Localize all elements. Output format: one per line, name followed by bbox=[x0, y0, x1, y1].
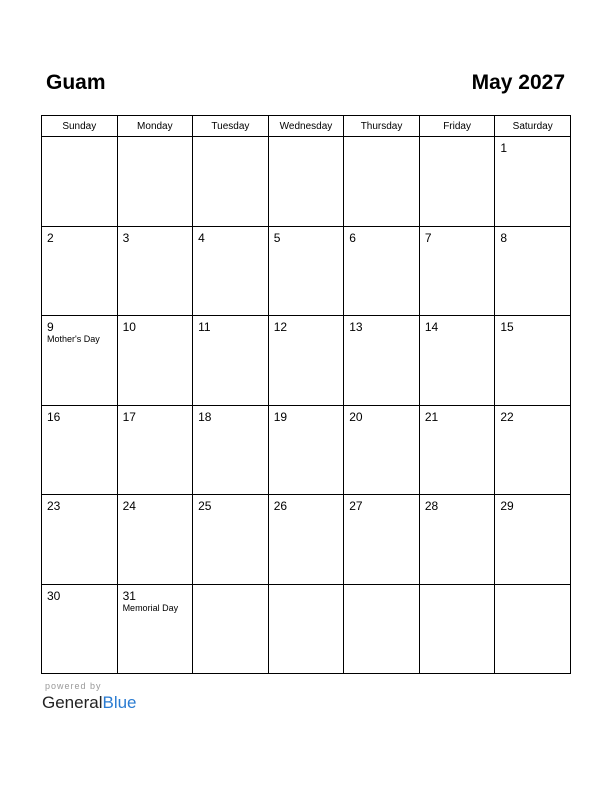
day-cell bbox=[344, 137, 420, 227]
day-cell bbox=[193, 316, 269, 406]
day-number: 21 bbox=[424, 409, 439, 424]
day-number: 26 bbox=[273, 499, 288, 513]
brand-general-text: General bbox=[42, 693, 103, 712]
country-title: Guam bbox=[46, 71, 106, 94]
day-cell bbox=[495, 405, 571, 495]
weekday-thursday: Thursday bbox=[344, 116, 420, 137]
powered-by-text: powered by bbox=[45, 681, 102, 691]
day-number bbox=[344, 137, 419, 141]
day-cell bbox=[495, 137, 571, 227]
day-number: 15 bbox=[500, 320, 514, 334]
day-number: 28 bbox=[424, 499, 439, 513]
day-cell bbox=[193, 405, 269, 495]
day-number: 19 bbox=[273, 409, 288, 424]
day-number: 18 bbox=[198, 409, 212, 424]
day-number bbox=[420, 585, 495, 589]
weekday-header-row bbox=[42, 116, 571, 137]
day-number: 13 bbox=[349, 320, 363, 334]
week-row bbox=[42, 137, 571, 227]
day-cell bbox=[117, 316, 193, 406]
day-number: 23 bbox=[47, 499, 61, 513]
week-row bbox=[42, 226, 571, 316]
day-cell bbox=[117, 226, 193, 316]
day-cell bbox=[193, 584, 269, 674]
day-number: 12 bbox=[273, 320, 288, 334]
day-cell bbox=[193, 495, 269, 585]
day-number bbox=[269, 585, 344, 589]
day-number: 31 bbox=[122, 588, 136, 603]
day-number: 1 bbox=[500, 141, 508, 155]
weekday-wednesday: Wednesday bbox=[268, 116, 344, 137]
day-cell bbox=[42, 226, 118, 316]
day-cell bbox=[117, 405, 193, 495]
day-cell bbox=[419, 316, 495, 406]
day-number: 4 bbox=[198, 230, 205, 245]
day-cell bbox=[344, 226, 420, 316]
day-cell bbox=[344, 495, 420, 585]
day-number bbox=[420, 137, 495, 141]
day-cell bbox=[268, 584, 344, 674]
day-cell bbox=[193, 226, 269, 316]
day-number: 27 bbox=[349, 499, 363, 513]
day-number: 6 bbox=[349, 230, 356, 245]
week-row bbox=[42, 316, 571, 406]
day-number: 7 bbox=[424, 230, 432, 245]
day-cell bbox=[419, 137, 495, 227]
day-cell bbox=[42, 584, 118, 674]
month-year-title: May 2027 bbox=[471, 71, 565, 94]
day-cell bbox=[42, 495, 118, 585]
day-number bbox=[118, 137, 193, 141]
day-cell bbox=[419, 495, 495, 585]
day-cell bbox=[495, 316, 571, 406]
day-number: 20 bbox=[349, 409, 363, 424]
footer bbox=[42, 681, 137, 713]
day-number bbox=[344, 585, 419, 589]
day-cell bbox=[117, 584, 193, 674]
day-cell bbox=[117, 137, 193, 227]
day-cell bbox=[344, 584, 420, 674]
day-cell bbox=[495, 584, 571, 674]
day-cell bbox=[193, 137, 269, 227]
day-cell bbox=[495, 226, 571, 316]
day-number: 10 bbox=[122, 320, 136, 334]
day-cell bbox=[42, 137, 118, 227]
weekday-tuesday: Tuesday bbox=[193, 116, 269, 137]
day-number: 9 bbox=[47, 320, 54, 334]
weekday-monday: Monday bbox=[117, 116, 193, 137]
day-number bbox=[42, 137, 117, 141]
week-row bbox=[42, 405, 571, 495]
day-number bbox=[193, 585, 268, 589]
day-number: 8 bbox=[500, 230, 508, 245]
weekday-saturday: Saturday bbox=[495, 116, 571, 137]
week-row bbox=[42, 495, 571, 585]
day-cell bbox=[344, 316, 420, 406]
day-number: 2 bbox=[47, 230, 54, 245]
day-number bbox=[269, 137, 344, 141]
day-cell bbox=[419, 584, 495, 674]
day-number: 24 bbox=[122, 499, 136, 513]
day-cell bbox=[495, 495, 571, 585]
day-cell bbox=[117, 495, 193, 585]
day-number: 16 bbox=[47, 409, 61, 424]
day-cell bbox=[42, 316, 118, 406]
day-number: 25 bbox=[198, 499, 212, 513]
day-cell bbox=[268, 226, 344, 316]
day-cell bbox=[419, 405, 495, 495]
weekday-friday: Friday bbox=[419, 116, 495, 137]
day-number bbox=[495, 585, 570, 589]
weekday-sunday: Sunday bbox=[42, 116, 118, 137]
day-number bbox=[193, 137, 268, 141]
generalblue-logo bbox=[42, 693, 137, 713]
brand-blue-text: Blue bbox=[102, 693, 137, 712]
day-cell bbox=[268, 405, 344, 495]
week-row bbox=[42, 584, 571, 674]
calendar-grid bbox=[41, 115, 571, 674]
day-number: 17 bbox=[122, 409, 136, 424]
day-cell bbox=[42, 405, 118, 495]
day-number: 3 bbox=[122, 230, 130, 245]
day-cell bbox=[419, 226, 495, 316]
day-number: 22 bbox=[500, 409, 514, 424]
day-number: 30 bbox=[47, 588, 61, 603]
holiday-label: Memorial Day bbox=[122, 602, 179, 613]
holiday-label: Mother's Day bbox=[47, 334, 100, 344]
day-cell bbox=[344, 405, 420, 495]
day-cell bbox=[268, 316, 344, 406]
day-number: 14 bbox=[424, 320, 439, 334]
day-cell bbox=[268, 137, 344, 227]
day-number: 29 bbox=[500, 499, 514, 513]
day-cell bbox=[268, 495, 344, 585]
day-number: 5 bbox=[273, 230, 281, 245]
day-number: 11 bbox=[198, 320, 211, 334]
